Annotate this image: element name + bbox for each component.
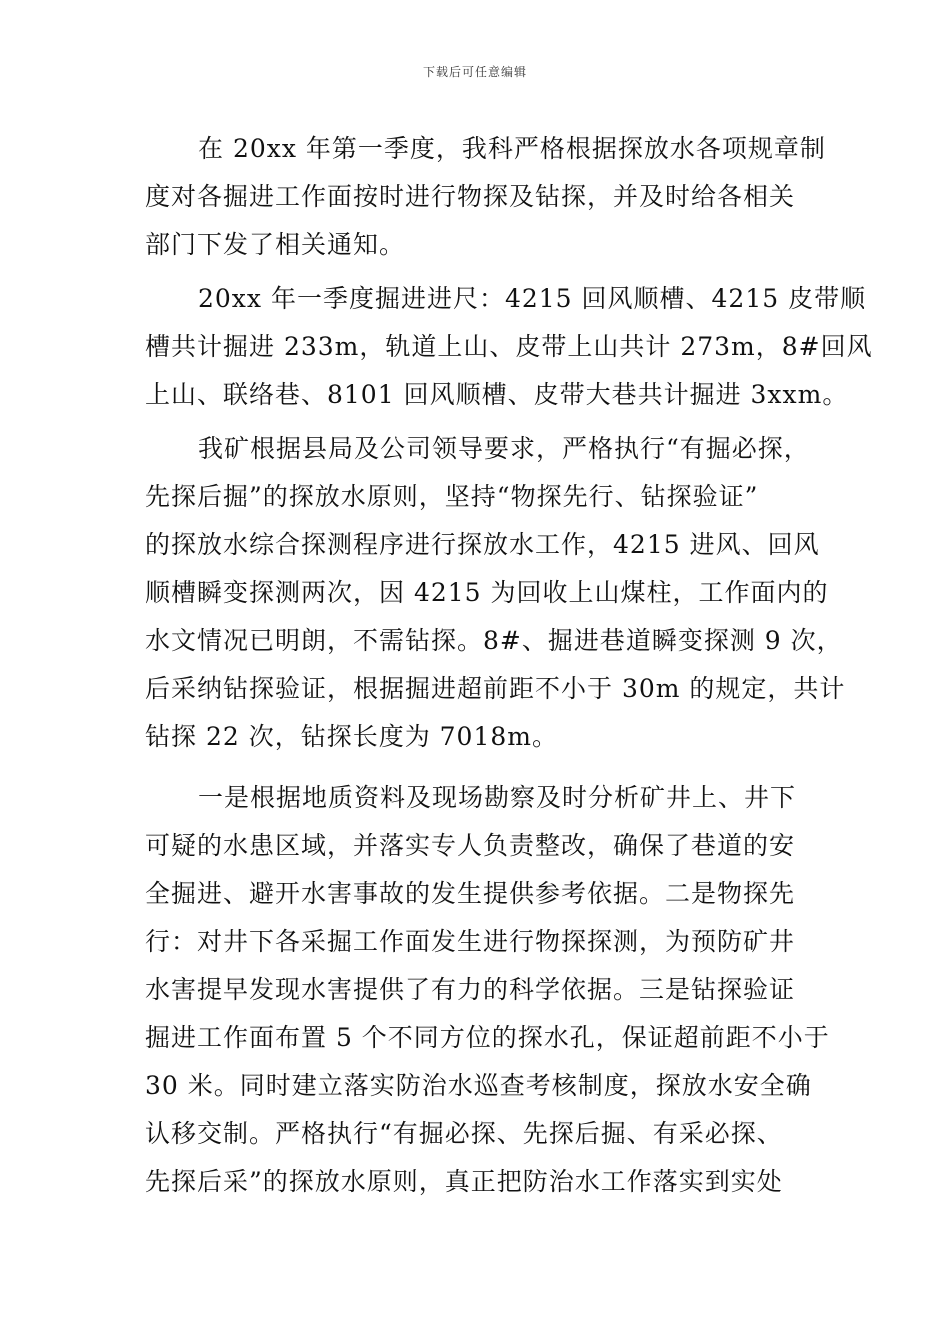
text-line: 20xx 年一季度掘进进尺：4215 回风顺槽、4215 皮带顺 — [198, 284, 867, 313]
paragraph-3 — [145, 425, 846, 761]
text-line: 可疑的水患区域，并落实专人负责整改，确保了巷道的安 — [145, 831, 796, 860]
text-line: 水文情况已明朗，不需钻探。8#、掘进巷道瞬变探测 9 次， — [145, 626, 843, 655]
text-line: 槽共计掘进 233m，轨道上山、皮带上山共计 273m，8#回风 — [145, 332, 873, 361]
text-line: 的探放水综合探测程序进行探放水工作，4215 进风、回风 — [145, 530, 820, 559]
text-line: 一是根据地质资料及现场勘察及时分析矿井上、井下 — [198, 783, 797, 812]
paragraph-2 — [145, 275, 873, 419]
text-line: 上山、联络巷、8101 回风顺槽、皮带大巷共计掘进 3xxm。 — [145, 380, 849, 409]
text-line: 顺槽瞬变探测两次，因 4215 为回收上山煤柱，工作面内的 — [145, 578, 829, 607]
text-line: 先探后掘”的探放水原则，坚持“物探先行、钻探验证” — [145, 482, 759, 511]
page-header: 下载后可任意编辑 — [422, 65, 527, 79]
text-line: 认移交制。严格执行“有掘必探、先探后掘、有采必探、 — [145, 1119, 783, 1148]
text-line: 水害提早发现水害提供了有力的科学依据。三是钻探验证 — [145, 975, 796, 1004]
text-line: 度对各掘进工作面按时进行物探及钻探，并及时给各相关 — [145, 182, 796, 211]
text-line: 部门下发了相关通知。 — [145, 230, 406, 259]
text-line: 30 米。同时建立落实防治水巡查考核制度，探放水安全确 — [145, 1071, 812, 1100]
text-line: 先探后采”的探放水原则，真正把防治水工作落实到实处 — [145, 1167, 783, 1196]
paragraph-1 — [145, 125, 826, 269]
paragraph-4 — [145, 774, 830, 1206]
text-line: 行：对井下各采掘工作面发生进行物探探测，为预防矿井 — [145, 927, 796, 956]
text-line: 全掘进、避开水害事故的发生提供参考依据。二是物探先 — [145, 879, 796, 908]
text-line: 钻探 22 次，钻探长度为 7018m。 — [145, 722, 558, 751]
text-line: 在 20xx 年第一季度，我科严格根据探放水各项规章制 — [198, 134, 826, 163]
text-line: 我矿根据县局及公司领导要求，严格执行“有掘必探， — [198, 434, 810, 463]
text-line: 掘进工作面布置 5 个不同方位的探水孔，保证超前距不小于 — [145, 1023, 830, 1052]
text-line: 后采纳钻探验证，根据掘进超前距不小于 30m 的规定，共计 — [145, 674, 846, 703]
